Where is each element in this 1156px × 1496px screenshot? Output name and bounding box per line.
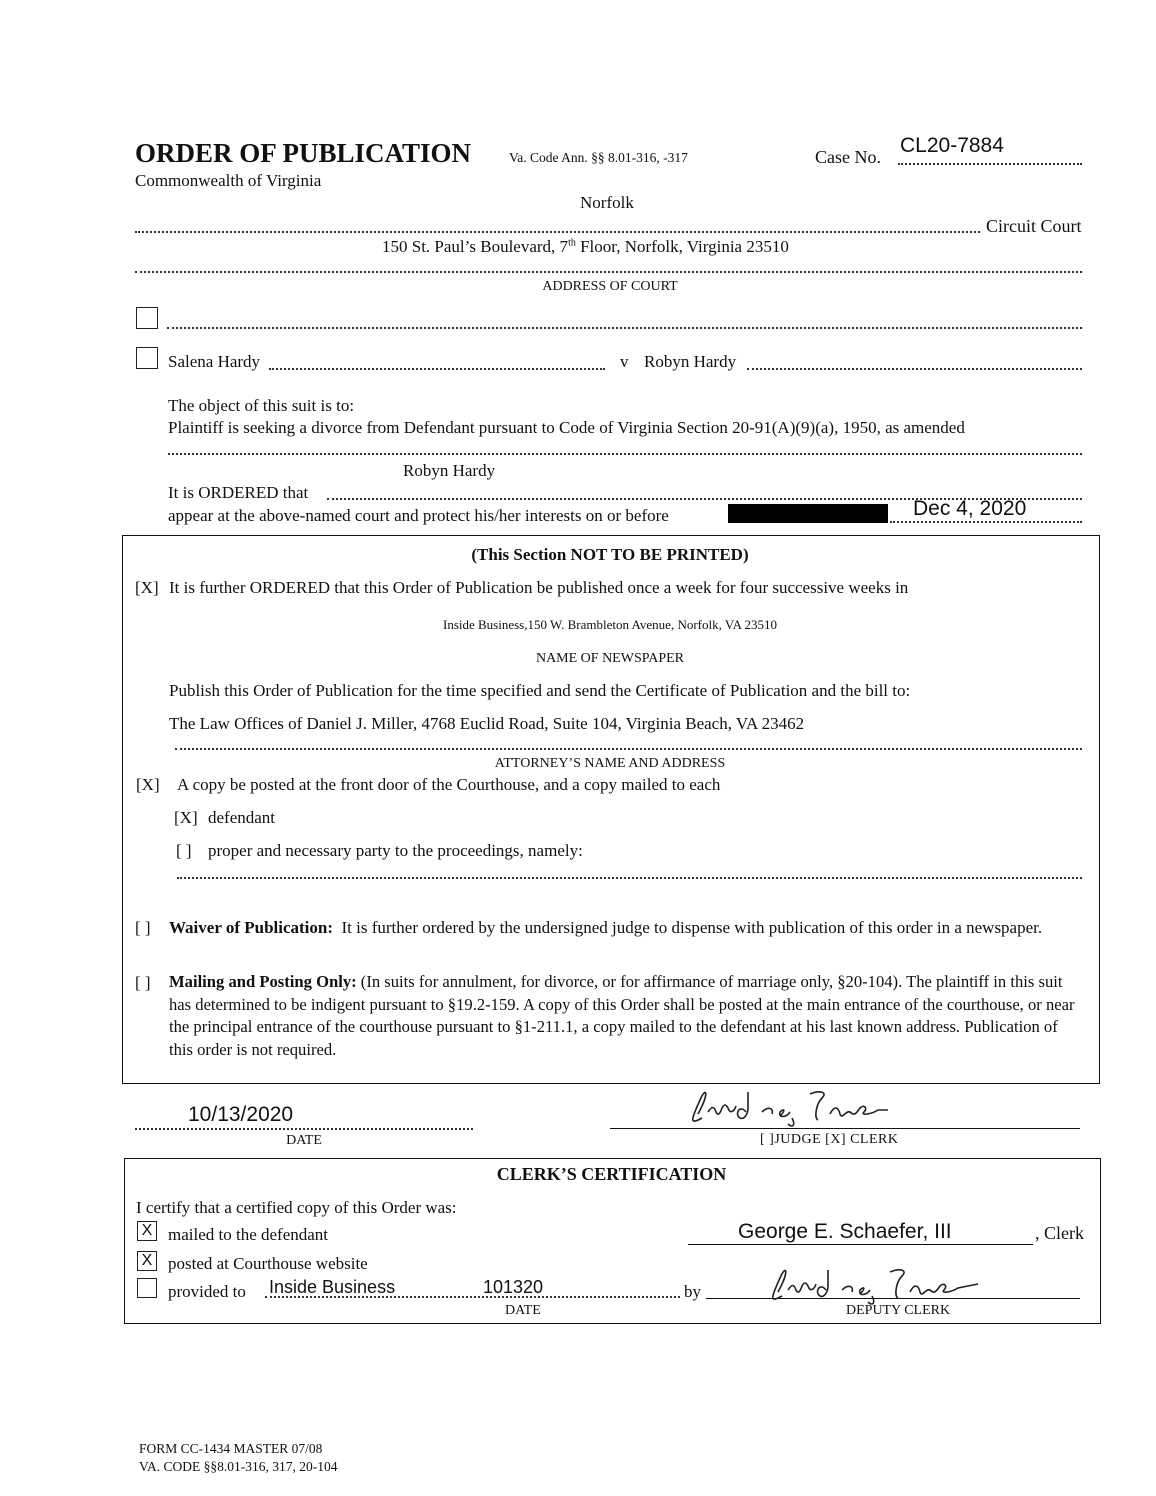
- certification-heading: CLERK’S CERTIFICATION: [496, 1164, 727, 1184]
- defendant-mark: [X]: [174, 808, 198, 827]
- parties-checkbox[interactable]: [136, 347, 158, 369]
- publish-text: It is further ORDERED that this Order of Publication be published once a week for four successive weeks in: [169, 578, 909, 597]
- deputy-clerk-signature: [760, 1258, 1000, 1308]
- form-subtitle: Commonwealth of Virginia: [135, 171, 322, 190]
- form-title: ORDER OF PUBLICATION: [135, 138, 472, 168]
- clerk-suffix: , Clerk: [1035, 1223, 1084, 1243]
- party-label: proper and necessary party to the proceedings, namely:: [208, 841, 583, 860]
- certification-intro: I certify that a certified copy of this Order was:: [136, 1198, 457, 1217]
- object-label: The object of this suit is to:: [168, 396, 355, 415]
- party-mark: [ ]: [176, 841, 192, 860]
- order-date-caption: DATE: [286, 1133, 322, 1148]
- ordered-lead: It is ORDERED that: [168, 483, 309, 502]
- provided-date-caption: DATE: [505, 1303, 541, 1318]
- publish-mark: [X]: [135, 578, 159, 597]
- redaction-bar: [728, 504, 888, 523]
- waiver-paragraph: Waiver of Publication: It is further ordered by the undersigned judge to dispense with publication of this order in a newspaper.: [169, 918, 1043, 937]
- attorney-address: The Law Offices of Daniel J. Miller, 4768 Euclid Road, Suite 104, Virginia Beach, VA 23462: [169, 714, 805, 733]
- posted-text: A copy be posted at the front door of the Courthouse, and a copy mailed to each: [177, 775, 721, 794]
- by-label: by: [684, 1282, 701, 1301]
- provided-to-name: Inside Business: [269, 1277, 396, 1297]
- form-code-reference: VA. CODE §§8.01-316, 317, 20-104: [139, 1459, 338, 1474]
- object-text: Plaintiff is seeking a divorce from Defendant pursuant to Code of Virginia Section 20-91(A)(9)(a), 1950, as amended: [168, 418, 965, 437]
- not-printed-heading: (This Section NOT TO BE PRINTED): [471, 545, 749, 564]
- posted-mark: [X]: [136, 775, 160, 794]
- provided-date: 101320: [483, 1277, 544, 1297]
- appearance-date: Dec 4, 2020: [913, 497, 1027, 520]
- provided-label: provided to: [168, 1282, 246, 1301]
- deputy-clerk-caption: DEPUTY CLERK: [846, 1303, 951, 1318]
- provided-checkbox[interactable]: [137, 1278, 157, 1298]
- mailing-paragraph: Mailing and Posting Only: (In suits for annulment, for divorce, or for affirmance of marriage only, §20-104). The plaintiff in this suit has determined to be indigent pursuant to §19.2-159. A copy of this Order shall be posted at the main entrance of the courthouse, or near the principal entrance of the courthouse pursuant to §1-211.1, a copy mailed to the defendant at his last known address. Publication of this order is not required.: [169, 972, 1075, 1059]
- court-address: 150 St. Paul’s Boulevard, 7th Floor, Norfolk, Virginia 23510: [382, 237, 789, 256]
- mailing-mark: [ ]: [135, 973, 151, 992]
- form-number: FORM CC-1434 MASTER 07/08: [139, 1441, 323, 1456]
- blank-checkbox[interactable]: [136, 307, 158, 329]
- newspaper-caption: NAME OF NEWSPAPER: [535, 651, 685, 666]
- plaintiff-name: Salena Hardy: [168, 352, 261, 371]
- posted-website-checkbox[interactable]: X: [137, 1251, 157, 1271]
- address-caption: ADDRESS OF COURT: [542, 279, 678, 294]
- case-number-label: Case No.: [815, 147, 881, 167]
- defendant-label: defendant: [208, 808, 276, 827]
- mailed-label: mailed to the defendant: [168, 1225, 329, 1244]
- waiver-mark: [ ]: [135, 918, 151, 937]
- defendant-name: Robyn Hardy: [644, 352, 737, 371]
- mailed-checkbox[interactable]: X: [137, 1221, 157, 1241]
- judge-clerk-roles: [ ]JUDGE [X] CLERK: [760, 1132, 899, 1147]
- order-date: 10/13/2020: [188, 1103, 294, 1126]
- send-text: Publish this Order of Publication for the time specified and send the Certificate of Publication and the bill to:: [169, 681, 911, 700]
- posted-website-label: posted at Courthouse website: [168, 1254, 368, 1273]
- ordered-party: Robyn Hardy: [403, 461, 496, 480]
- circuit-court-label: Circuit Court: [986, 216, 1082, 236]
- clerk-signature: [680, 1082, 920, 1132]
- deputy-signature-text: Lindsey Thomas: [760, 1258, 767, 1259]
- code-reference: Va. Code Ann. §§ 8.01-316, -317: [509, 150, 688, 165]
- clerk-signature-text: Lindsey Thomas: [680, 1082, 687, 1083]
- clerk-name: George E. Schaefer, III: [738, 1220, 952, 1243]
- court-name: Norfolk: [580, 193, 634, 212]
- appear-text: appear at the above-named court and protect his/her interests on or before: [168, 506, 669, 525]
- case-number: CL20-7884: [900, 134, 1004, 157]
- newspaper-name: Inside Business,150 W. Brambleton Avenue, Norfolk, VA 23510: [442, 617, 778, 632]
- attorney-caption: ATTORNEY’S NAME AND ADDRESS: [494, 756, 726, 771]
- versus: v: [620, 352, 629, 371]
